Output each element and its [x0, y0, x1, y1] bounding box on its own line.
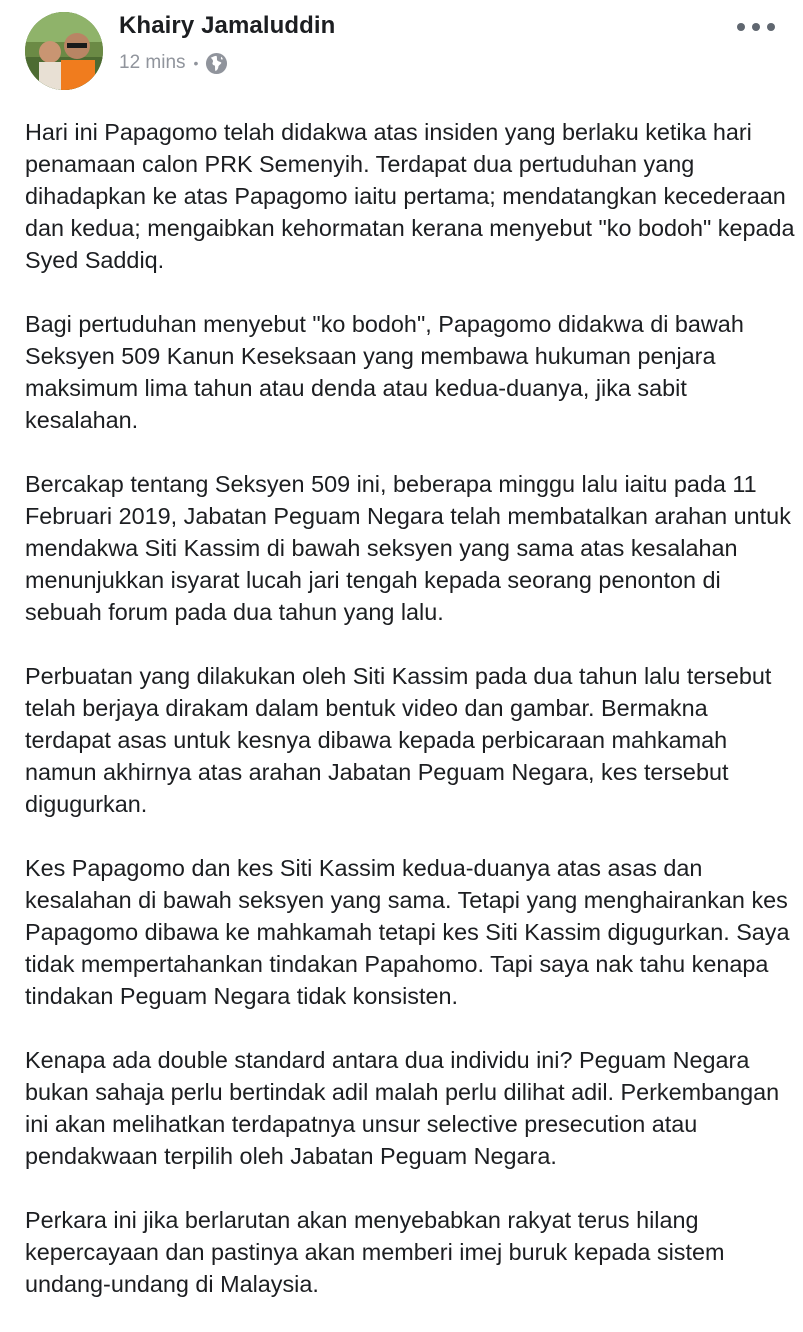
- more-dot: [767, 23, 775, 31]
- post-body: [25, 116, 795, 1332]
- post-paragraph: Kes Papagomo dan kes Siti Kassim kedua-duanya atas asas dan kesalahan di bawah seksyen yang sama. Tetapi yang menghairankan kes Papagomo dibawa ke mahkamah tetapi kes Siti Kassim digugurkan. Saya tidak mempertahankan tindakan Papahomo. Tapi saya nak tahu kenapa tindakan Peguam Negara tidak konsisten.: [25, 855, 790, 1009]
- post-paragraph: Kenapa ada double standard antara dua individu ini? Peguam Negara bukan sahaja perlu bertindak adil malah perlu dilihat adil. Perkembangan ini akan melihatkan terdapatnya unsur selective presecution atau pendakwaan terpilih oleh Jabatan Peguam Negara.: [25, 1047, 780, 1169]
- post-timestamp[interactable]: 12 mins: [119, 52, 186, 73]
- post-paragraph: Bagi pertuduhan menyebut "ko bodoh", Papagomo didakwa di bawah Seksyen 509 Kanun Keseksaan yang membawa hukuman penjara maksimum lima tahun atau denda atau kedua-duanya, jika sabit kesalahan.: [25, 311, 744, 433]
- post-header: [0, 0, 803, 100]
- avatar-photo-icon: [25, 12, 103, 90]
- more-options-icon[interactable]: [737, 16, 775, 38]
- post-paragraph: Hari ini Papagomo telah didakwa atas insiden yang berlaku ketika hari penamaan calon PRK Semenyih. Terdapat dua pertuduhan yang dihadapkan ke atas Papagomo iaitu pertama; mendatangkan kecederaan dan kedua; mengaibkan kehormatan kerana menyebut "ko bodoh" kepada Syed Saddiq.: [25, 119, 795, 273]
- post-meta: [119, 50, 228, 76]
- author-avatar[interactable]: [25, 12, 103, 90]
- more-dot: [737, 23, 745, 31]
- post-paragraph: Perkara ini jika berlarutan akan menyebabkan rakyat terus hilang kepercayaan dan pastinya akan memberi imej buruk kepada sistem undang-undang di Malaysia.: [25, 1207, 725, 1297]
- globe-icon: [205, 52, 228, 75]
- more-dot: [752, 23, 760, 31]
- meta-separator: •: [193, 55, 199, 71]
- post-paragraph: Bercakap tentang Seksyen 509 ini, beberapa minggu lalu iaitu pada 11 Februari 2019, Jabatan Peguam Negara telah membatalkan arahan untuk mendakwa Siti Kassim di bawah seksyen yang sama atas kesalahan menunjukkan isyarat lucah jari tengah kepada seorang penonton di sebuah forum pada dua tahun yang lalu.: [25, 471, 791, 625]
- author-name[interactable]: Khairy Jamaluddin: [119, 12, 336, 39]
- post-paragraph: Perbuatan yang dilakukan oleh Siti Kassim pada dua tahun lalu tersebut telah berjaya dirakam dalam bentuk video dan gambar. Bermakna terdapat asas untuk kesnya dibawa kepada perbicaraan mahkamah namun akhirnya atas arahan Jabatan Peguam Negara, kes tersebut digugurkan.: [25, 663, 772, 817]
